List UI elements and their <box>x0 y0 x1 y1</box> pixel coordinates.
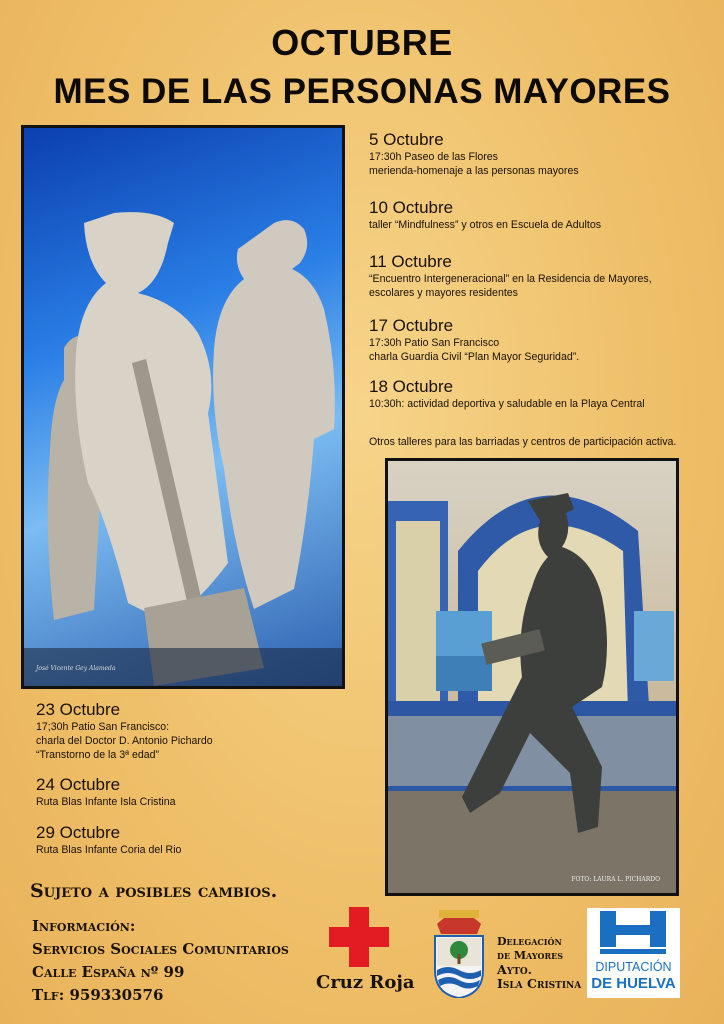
delegacion-line: de Mayores <box>497 949 564 962</box>
info-organization: Servicios Sociales Comunitarios <box>32 940 289 958</box>
photo-credit-left: José Vicente Gey Alameda <box>36 665 116 672</box>
diputacion-h-icon <box>600 911 666 957</box>
event-detail: taller “Mindfulness” y otros en Escuela de Adultos <box>369 219 602 231</box>
event-detail: charla del Doctor D. Antonio Pichardo <box>36 735 213 747</box>
event-item <box>36 775 176 809</box>
photo-reading-statue <box>388 461 676 893</box>
event-detail: charla Guardia Civil “Plan Mayor Seguridad”. <box>369 351 580 363</box>
photo-workers-statue <box>24 128 342 686</box>
delegacion-line: Ayto. <box>497 962 533 977</box>
info-phone: Tlf: 959330576 <box>32 986 164 1004</box>
event-date: 10 Octubre <box>369 198 454 217</box>
event-detail: escolares y mayores residentes <box>369 287 518 299</box>
event-detail: Ruta Blas Infante Isla Cristina <box>36 796 176 808</box>
event-item <box>369 316 579 364</box>
event-item <box>36 700 213 762</box>
photo-credit-right: FOTO: LAURA L. PICHARDO <box>571 876 660 883</box>
diputacion-huelva-logo <box>587 908 680 998</box>
event-detail: “Encuentro Intergeneracional” en la Residencia de Mayores, <box>369 273 652 285</box>
diputacion-text: DE HUELVA <box>591 975 676 992</box>
event-date: 18 Octubre <box>369 377 454 396</box>
event-item <box>369 252 652 300</box>
event-date: 23 Octubre <box>36 700 121 719</box>
event-item <box>36 823 181 857</box>
info-label: Información: <box>32 917 136 935</box>
event-item <box>369 198 601 232</box>
event-detail: 17:30h Patio San Francisco <box>369 337 500 349</box>
other-workshops-note: Otros talleres para las barriadas y centros de participación activa. <box>369 436 677 448</box>
event-detail: “Transtorno de la 3ª edad” <box>36 749 160 761</box>
changes-notice: Sujeto a posibles cambios. <box>30 880 278 902</box>
event-detail: 10:30h: actividad deportiva y saludable en la Playa Central <box>369 398 645 410</box>
cruz-roja-label: Cruz Roja <box>316 972 415 993</box>
delegacion-line: Delegación <box>497 935 562 948</box>
poster-title-line1: OCTUBRE <box>271 22 453 63</box>
delegacion-mayores-label <box>497 935 581 991</box>
event-detail: Ruta Blas Infante Coria del Rio <box>36 844 182 856</box>
event-item <box>369 377 645 411</box>
town-shield-icon <box>429 904 489 998</box>
event-date: 29 Octubre <box>36 823 121 842</box>
delegacion-line: Isla Cristina <box>497 976 582 991</box>
red-cross-icon <box>329 907 389 967</box>
info-address: Calle España nº 99 <box>32 963 185 981</box>
event-detail: 17:30h Paseo de las Flores <box>369 151 498 163</box>
event-item <box>369 130 579 178</box>
event-date: 24 Octubre <box>36 775 121 794</box>
event-detail: 17;30h Patio San Francisco: <box>36 721 170 733</box>
event-date: 11 Octubre <box>369 252 452 271</box>
event-date: 17 Octubre <box>369 316 454 335</box>
contact-info <box>32 915 289 1007</box>
diputacion-text: DIPUTACIÓN <box>595 960 672 974</box>
event-detail: merienda-homenaje a las personas mayores <box>369 165 579 177</box>
event-date: 5 Octubre <box>369 130 444 149</box>
poster-title-line2: MES DE LAS PERSONAS MAYORES <box>53 72 671 111</box>
